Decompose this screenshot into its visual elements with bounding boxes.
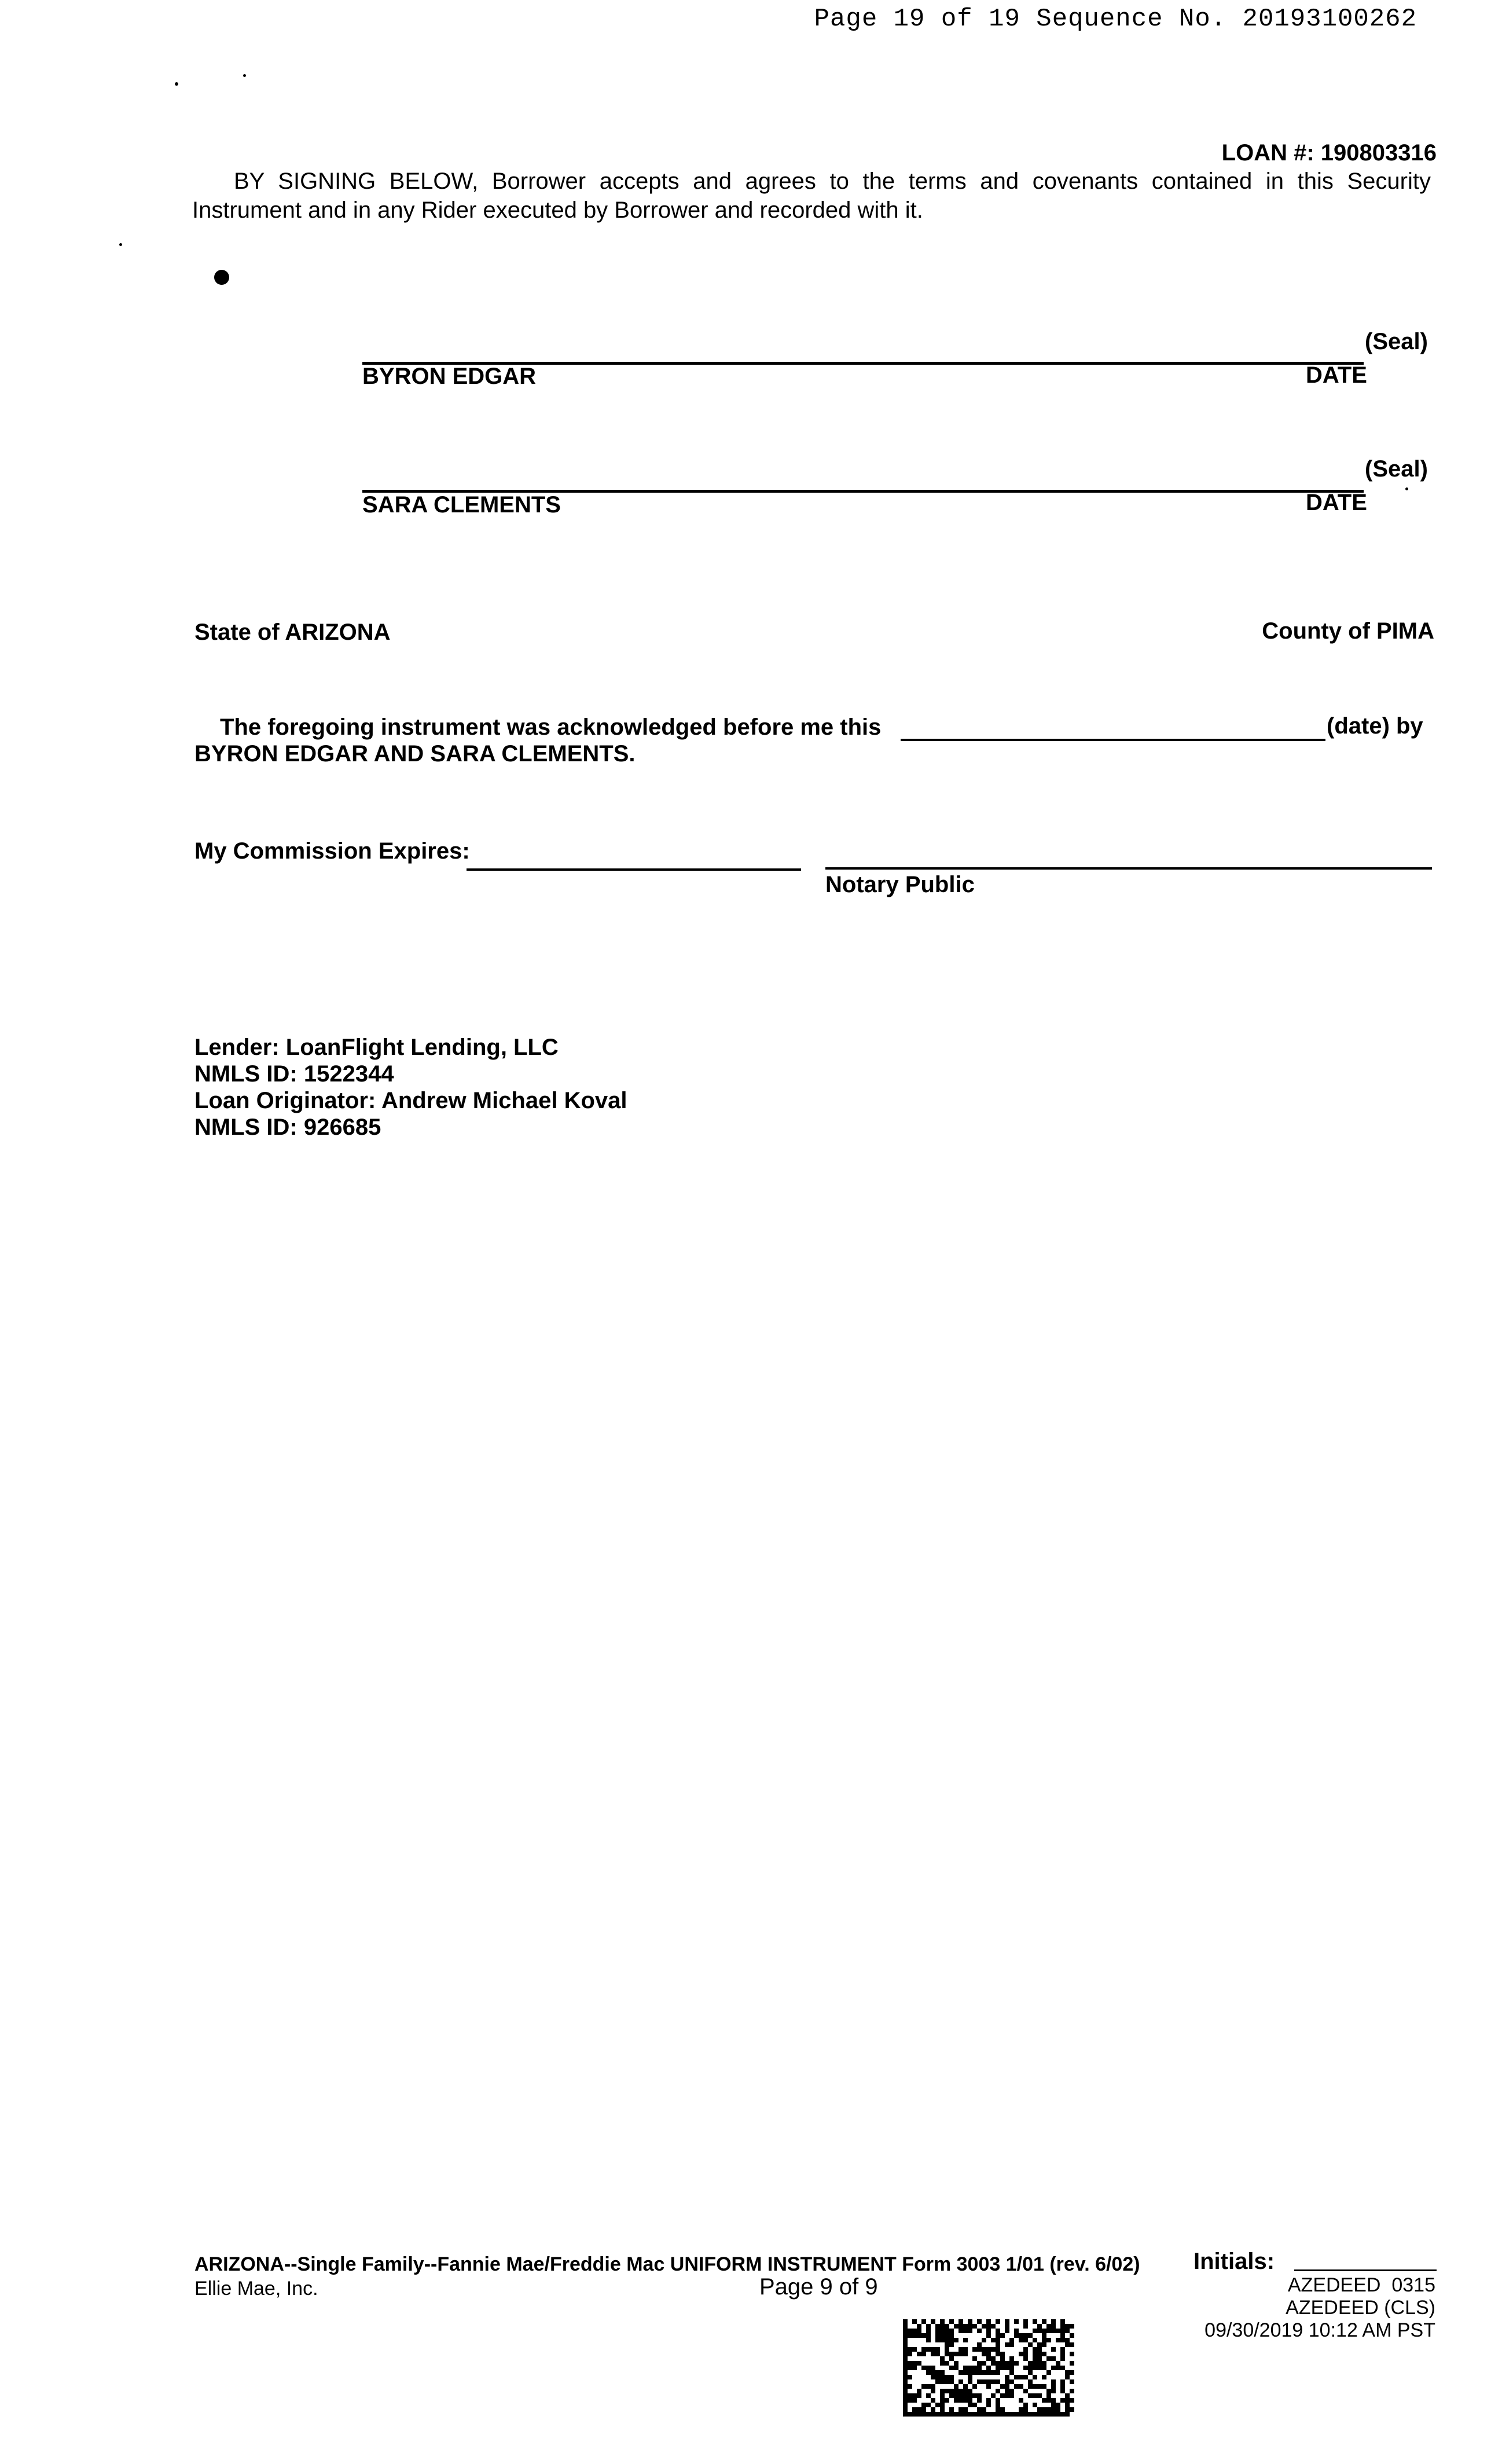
seal-label-2: (Seal) — [1365, 456, 1428, 482]
loan-number: LOAN #: 190803316 — [1221, 140, 1437, 166]
originator-nmls: NMLS ID: 926685 — [194, 1114, 381, 1140]
footer-page-number: Page 9 of 9 — [759, 2274, 878, 2300]
sequence-header: Page 19 of 19 Sequence No. 20193100262 — [814, 5, 1417, 34]
signer-name-2: SARA CLEMENTS — [362, 492, 561, 518]
barcode — [903, 2319, 1074, 2417]
lender-nmls: NMLS ID: 1522344 — [194, 1061, 394, 1087]
footer-timestamp: 09/30/2019 10:12 AM PST — [1204, 2319, 1435, 2341]
notary-public-label: Notary Public — [825, 872, 975, 897]
footer-codes — [1204, 2274, 1435, 2342]
commission-expires-label: My Commission Expires: — [194, 838, 470, 864]
seal-label-1: (Seal) — [1365, 329, 1428, 354]
initials-label: Initials: — [1193, 2249, 1275, 2274]
date-label-1: DATE — [1306, 362, 1367, 388]
county-label: County of PIMA — [1262, 618, 1434, 644]
acknowledgment-signers: BYRON EDGAR AND SARA CLEMENTS. — [194, 741, 636, 767]
scan-speck — [119, 243, 122, 246]
loan-originator: Loan Originator: Andrew Michael Koval — [194, 1088, 627, 1113]
signer-name-1: BYRON EDGAR — [362, 364, 537, 389]
scan-speck — [1405, 487, 1408, 490]
footer-publisher: Ellie Mae, Inc. — [194, 2278, 318, 2300]
state-label: State of ARIZONA — [194, 619, 391, 645]
lender-name: Lender: LoanFlight Lending, LLC — [194, 1035, 559, 1060]
scan-speck — [214, 270, 229, 285]
acknowledgment-date-label: (date) by — [1327, 713, 1423, 739]
acknowledgment-date-line[interactable] — [901, 739, 1325, 741]
intro-paragraph: BY SIGNING BELOW, Borrower accepts and agrees to the terms and covenants contained in this Security Instrument and in any Rider executed by Borrower and recorded with it. — [192, 168, 1431, 223]
acknowledgment-text: The foregoing instrument was acknowledged before me this — [220, 714, 882, 740]
date-label-2: DATE — [1306, 490, 1367, 515]
initials-line[interactable] — [1294, 2269, 1437, 2271]
scan-speck — [175, 82, 178, 86]
lender-info — [194, 1034, 627, 1141]
notary-signature-line[interactable] — [825, 867, 1432, 870]
footer-code-2: AZEDEED (CLS) — [1286, 2297, 1435, 2319]
commission-expires-line[interactable] — [467, 868, 801, 871]
footer-code-1: AZEDEED 0315 — [1287, 2274, 1435, 2296]
scan-speck — [243, 74, 246, 77]
footer-form-title: ARIZONA--Single Family--Fannie Mae/Freddie Mac UNIFORM INSTRUMENT Form 3003 1/01 (rev. 6/02) — [194, 2253, 1140, 2275]
